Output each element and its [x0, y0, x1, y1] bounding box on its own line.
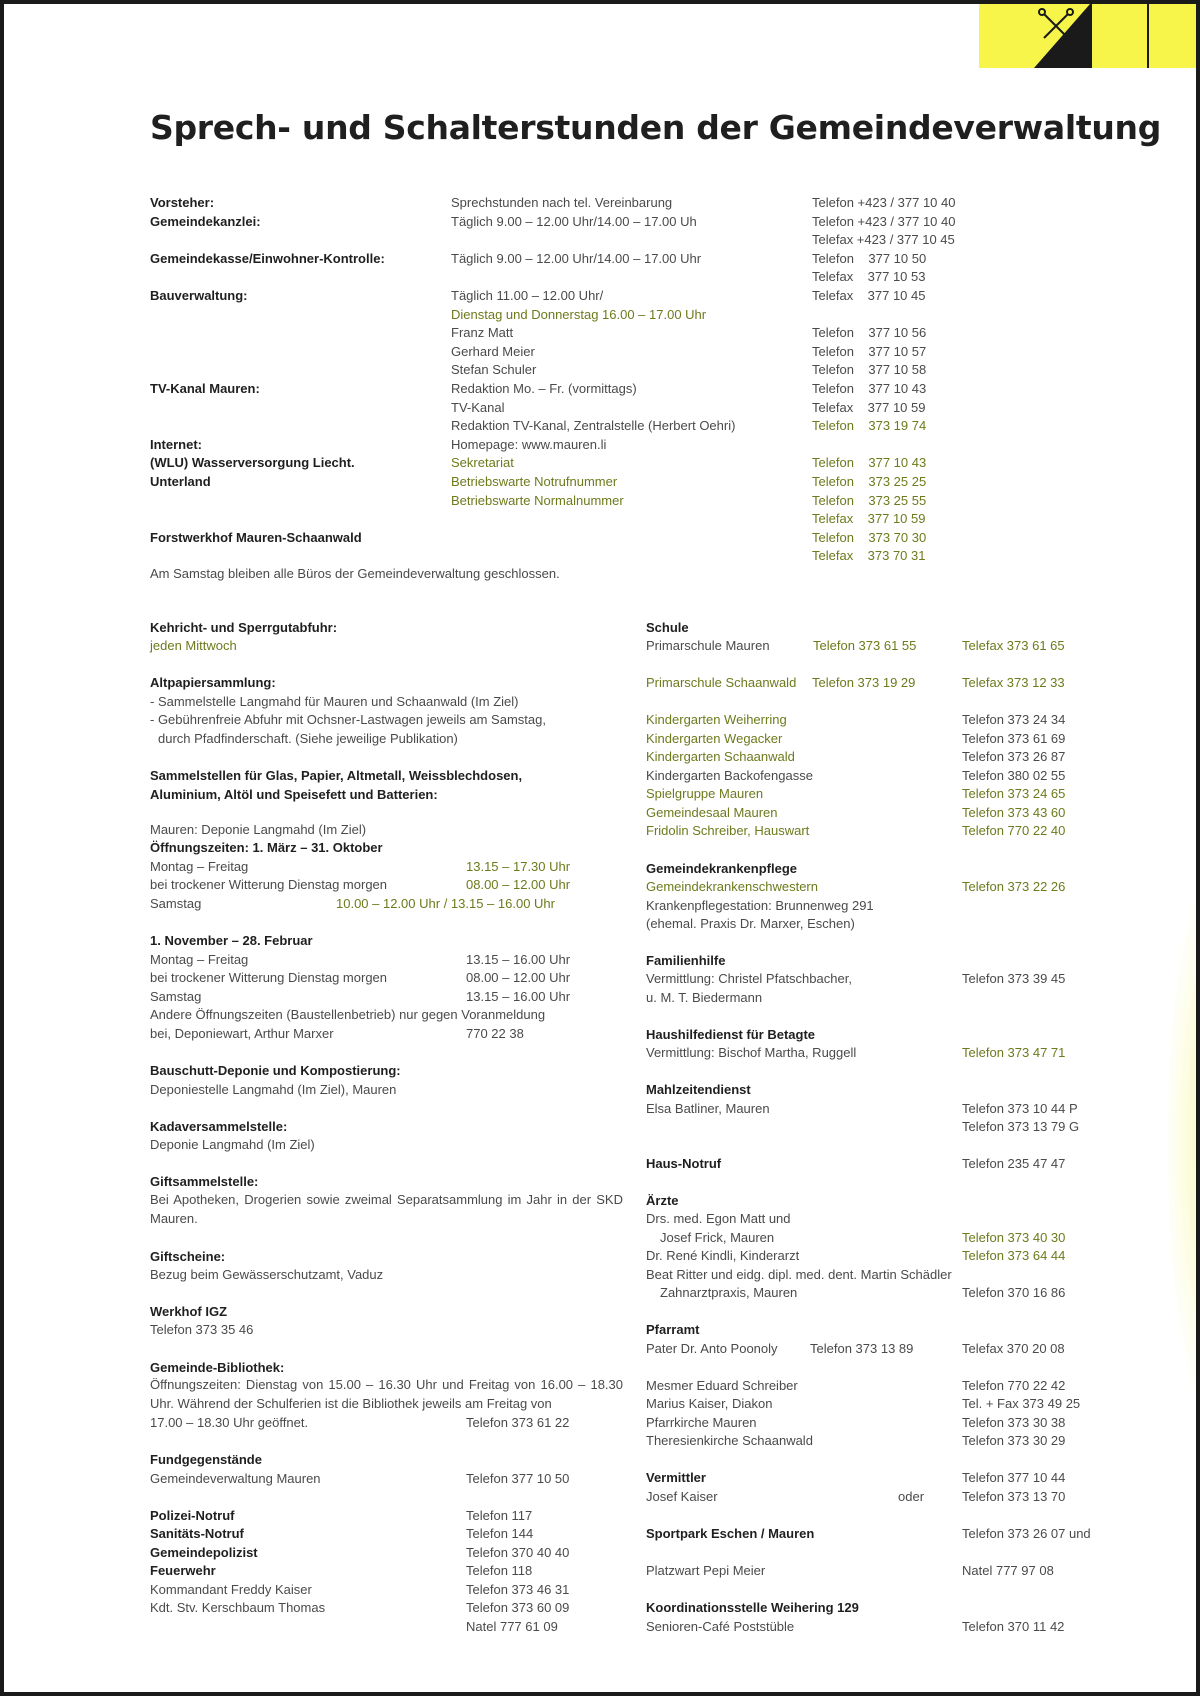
header-divider [1147, 4, 1149, 68]
office-phone: Telefon 373 25 55 [812, 492, 927, 508]
office-label: Bauverwaltung: [150, 288, 248, 303]
office-hours: Stefan Schuler [451, 362, 537, 378]
text-paragraph: Öffnungszeiten: Dienstag von 15.00 – 16.30 Uhr und Freitag von 16.00 – 18.30 Uhr. Während der Schulferien ist die Bibliothek jeweils am Freitag von [150, 1377, 623, 1411]
office-hours: Franz Matt [451, 325, 514, 341]
office-phone: Telefax +423 / 377 10 45 [812, 232, 955, 248]
office-hours: Täglich 11.00 – 12.00 Uhr/ [451, 288, 604, 303]
office-phone: Telefon 377 10 43 [812, 455, 927, 471]
office-hours: TV-Kanal [451, 399, 505, 415]
scan-stain [1164, 864, 1200, 1424]
office-label: TV-Kanal Mauren: [150, 381, 260, 396]
office-phone: Telefax 373 70 31 [812, 548, 926, 564]
office-label: Forstwerkhof Mauren-Schaanwald [150, 529, 362, 545]
office-hours: Gerhard Meier [451, 343, 535, 359]
header-divider [1090, 4, 1092, 68]
closing-note: Am Samstag bleiben alle Büros der Gemeindeverwaltung geschlossen. [150, 566, 560, 581]
office-label: Vorsteher: [150, 195, 215, 210]
office-hours: Täglich 9.00 – 12.00 Uhr/14.00 – 17.00 Uh [451, 213, 697, 229]
office-phone: Telefax 377 10 59 [812, 399, 926, 415]
office-phone: Telefon 373 70 30 [812, 529, 927, 545]
office-phone: Telefon 373 25 25 [812, 474, 927, 489]
office-hours: Redaktion TV-Kanal, Zentralstelle (Herbert Oehri) [451, 418, 736, 434]
office-phone: Telefax 377 10 45 [812, 288, 926, 303]
office-hours: Betriebswarte Notrufnummer [451, 474, 618, 489]
page: Sprech- und Schalterstunden der Gemeindeverwaltung Vorsteher: Sprechstunden nach tel. Vereinbarung Telefon +423 / 377 10 40 Gemeindekanzlei: Täglich 9.00 – 12.00 Uhr/14.00 – 17.00 Uh Telefon +423 / 377 10 40 Telefax +423 / 377 10 45 Gemeindekasse/Einwohner-Kontrolle: Täglich 9.00 – 12.00 Uhr/14.00 – 17.00 Uhr Telefon 377 10 50 Telefax 377 10 53 Bauverwaltung: Täglich 11.00 – 12.00 Uhr/ Telefax 377 10 45 Dienstag und Donnerstag 16.00 – 17.00 Uhr Franz Matt Telefon 377 10 56 Gerhard Meier Telefon 377 10 57 Stefan Schuler Telefon 377 10 58 TV-Kanal Mauren: Redaktion Mo. – Fr. (vormittags) Telefon 377 10 43 TV-Kanal Telefax 377 10 59 Redaktion TV-Kanal, Zentralstelle (Herbert Oehri) Telefon 373 19 74 Internet: Homepage: www.mauren.li (WLU) Wasserversorgung Liecht. Sekretariat Telefon 377 10 43 Unterland Betriebswarte Notrufnummer Telefon 373 25 25 Betriebswarte Normalnummer Telefon 373 25 55 Telefax 377 10 59 Forstwerkhof Mauren-Schaanwald Telefon 373 70 30 Telefax 373 70 31 Am Samstag bleiben alle Büros der Gemeindeverwaltung geschlossen. Kehricht- und Sperrgutabfuhr: jeden Mittwoch Altpapiersammlung: - Sammelstelle Langmahd für Mauren und Schaanwald (Im Ziel) - Gebührenfreie Abfuhr mit Ochsner-Lastwagen jeweils am Samstag, durch Pfadfinderschaft. (Siehe jeweilige Publikation) Sammelstellen für Glas, Papier, Altmetall, Weissblechdosen, Aluminium, Altöl und Speisefett und Batterien: Mauren: Deponie Langmahd (Im Ziel) Öffnungszeiten: 1. März – 31. Oktober Montag – Freitag 13.15 – 17.30 Uhr bei trockener Witterung Dienstag morgen 08.00 – 12.00 Uhr Samstag 10.00 – 12.00 Uhr / 13.15 – 16.00 Uhr 1. November – 28. Februar Montag – Freitag 13.15 – 16.00 Uhr bei trockener Witterung Dienstag morgen 08.00 – 12.00 Uhr Samstag 13.15 – 16.00 Uhr Andere Öffnungszeiten (Baustellenbetrieb) nur gegen Voranmeldung bei, Deponiewart, Arthur Marxer 770 22 38 Bauschutt-Deponie und Kompostierung: Deponiestelle Langmahd (Im Ziel), Mauren Kadaversammelstelle: Deponie Langmahd (Im Ziel) Giftsammelstelle: Bei Apotheken, Drogerien sowie zweimal Separatsammlung im Jahr in der SKD Mauren. Giftscheine: Bezug beim Gewässerschutzamt, Vaduz Werkhof IGZ Telefon 373 35 46 Gemeinde-Bibliothek: Öffnungszeiten: Dienstag von 15.00 – 16.30 Uhr und Freitag von 16.00 – 18.30 Uhr. Während der Schulferien ist die Bibliothek jeweils am Freitag von 17.00 – 18.30 Uhr geöffnet. Telefon 373 61 22 Fundgegenstände Gemeindeverwaltung Mauren Telefon 377 10 50 Polizei-Notruf Telefon 117 Sanitäts-Notruf Telefon 144 Gemeindepolizist Telefon 370 40 40 Feuerwehr Telefon 118 Kommandant Freddy Kaiser Telefon 373 46 31 Kdt. Stv. Kerschbaum Thomas Telefon 373 60 09 Natel 777 61 09 Schule Primarschule Mauren Telefon 373 61 55 Telefax 373 61 65 Primarschule Schaanwald Telefon 373 19 29 Telefax 373 12 33 Kindergarten Weiherring Telefon 373 24 34 Kindergarten Wegacker Telefon 373 61 69 Kindergarten Schaanwald Telefon 373 26 87 Kindergarten Backofengasse Telefon 380 02 55 Spielgruppe Mauren Telefon 373 24 65 Gemeindesaal Mauren Telefon 373 43 60 Fridolin Schreiber, Hauswart Telefon 770 22 40 Gemeindekrankenpflege Gemeindekrankenschwestern Telefon 373 22 26 Krankenpflegestation: Brunnenweg 291 (ehemal. Praxis Dr. Marxer, Eschen) Familienhilfe Vermittlung: Christel Pfatschbacher, Telefon 373 39 45 u. M. T. Biedermann Haushilfedienst für Betagte Vermittlung: Bischof Martha, Ruggell Telefon 373 47 71 Mahlzeitendienst Elsa Batliner, Mauren Telefon 373 10 44 P Telefon 373 13 79 G Haus-Notruf Telefon 235 47 47 Ärzte Drs. med. Egon Matt und Josef Frick, Mauren Telefon 373 40 30 Dr. René Kindli, Kinderarzt Telefon 373 64 44 Beat Ritter und eidg. dipl. med. dent. Martin Schädler Zahnarztpraxis, Mauren Telefon 370 16 86 Pfarramt Pater Dr. Anto Poonoly Telefon 373 13 89 Telefax 370 20 08 Mesmer Eduard Schreiber Telefon 770 22 42 Marius Kaiser, Diakon Tel. + Fax 373 49 25 Pfarrkirche Mauren Telefon 373 30 38 Theresienkirche Schaanwald Telefon 373 30 29 Vermittler Telefon 377 10 44 Josef Kaiser oder Telefon 373 13 70 Sportpark Eschen / Mauren Telefon 373 26 07 und Platzwart Pepi Meier Natel 777 97 08 Koordinationsstelle Weihering 129 Senioren-Café Poststüble Telefon 370 11 42 [0, 0, 1200, 1696]
office-phone: Telefon 377 10 56 [812, 325, 927, 341]
office-hours: Dienstag und Donnerstag 16.00 – 17.00 Uhr [451, 306, 707, 322]
office-hours: Redaktion Mo. – Fr. (vormittags) [451, 381, 637, 396]
office-hours: Täglich 9.00 – 12.00 Uhr/14.00 – 17.00 Uhr [451, 250, 702, 266]
office-phone: Telefon 377 10 43 [812, 381, 927, 396]
office-label: (WLU) Wasserversorgung Liecht. [150, 455, 355, 471]
office-phone: Telefax 377 10 53 [812, 269, 926, 285]
office-hours: Sekretariat [451, 455, 514, 471]
office-phone: Telefon 377 10 50 [812, 250, 927, 266]
office-phone: Telefon +423 / 377 10 40 [812, 195, 956, 210]
office-phone: Telefon 377 10 57 [812, 343, 927, 359]
office-phone: Telefon +423 / 377 10 40 [812, 213, 956, 229]
office-phone: Telefon 373 19 74 [812, 418, 927, 434]
office-hours: Betriebswarte Normalnummer [451, 492, 624, 508]
office-hours: Sprechstunden nach tel. Vereinbarung [451, 195, 673, 210]
office-hours: Homepage: www.mauren.li [451, 436, 607, 452]
office-phone: Telefon 377 10 58 [812, 362, 927, 378]
crest-icon [1034, 4, 1090, 68]
text-paragraph: Bei Apotheken, Drogerien sowie zweimal Separatsammlung im Jahr in der SKD Mauren. [150, 1192, 623, 1226]
page-title: Sprech- und Schalterstunden der Gemeindeverwaltung [150, 108, 1162, 147]
office-label: Gemeindekasse/Einwohner-Kontrolle: [150, 250, 385, 266]
office-label: Internet: [150, 436, 202, 452]
office-label: Unterland [150, 474, 211, 489]
office-label: Gemeindekanzlei: [150, 213, 261, 229]
office-phone: Telefax 377 10 59 [812, 511, 926, 527]
